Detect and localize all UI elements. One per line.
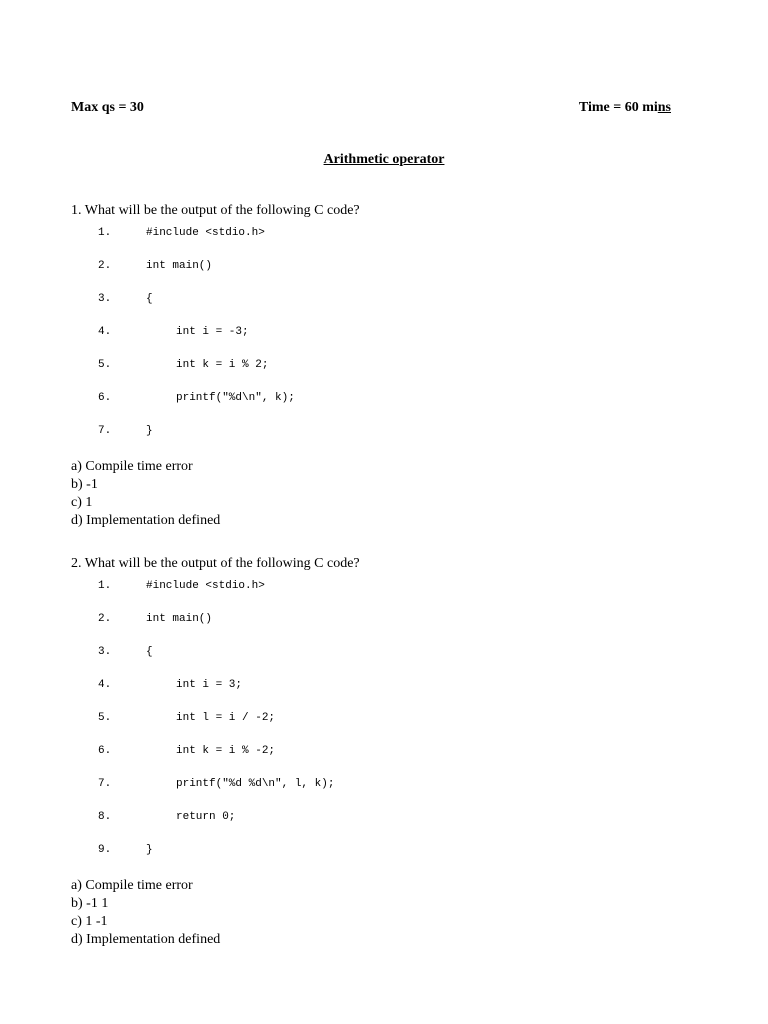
line-number: 9. xyxy=(98,844,112,856)
line-number: 7. xyxy=(98,425,112,437)
code-line xyxy=(98,358,295,391)
code-line xyxy=(98,259,295,292)
time-limit-unit-suffix: ns xyxy=(657,100,671,115)
code-text: int l = i / -2; xyxy=(176,712,276,724)
code-line xyxy=(98,843,334,876)
question-2-code-listing xyxy=(98,579,334,876)
code-text: } xyxy=(146,425,153,437)
question-1-code-listing xyxy=(98,226,295,457)
code-line xyxy=(98,391,295,424)
line-number: 8. xyxy=(98,811,112,823)
line-number: 3. xyxy=(98,293,112,305)
code-line xyxy=(98,678,334,711)
answer-option: b) -1 xyxy=(71,477,98,492)
time-limit-label xyxy=(579,99,671,117)
code-line xyxy=(98,579,334,612)
answer-option: a) Compile time error xyxy=(71,878,193,893)
code-line xyxy=(98,810,334,843)
code-text: printf("%d %d\n", l, k); xyxy=(176,778,335,790)
page-title xyxy=(0,151,768,169)
answer-option: c) 1 -1 xyxy=(71,914,108,929)
code-line xyxy=(98,325,295,358)
code-line xyxy=(98,612,334,645)
code-line xyxy=(98,711,334,744)
code-text: int main() xyxy=(146,260,213,272)
code-text: } xyxy=(146,844,153,856)
line-number: 6. xyxy=(98,392,112,404)
line-number: 5. xyxy=(98,712,112,724)
code-line xyxy=(98,744,334,777)
line-number: 2. xyxy=(98,260,112,272)
code-text: #include <stdio.h> xyxy=(146,580,265,592)
line-number: 5. xyxy=(98,359,112,371)
code-line xyxy=(98,424,295,457)
question-2-options xyxy=(71,877,220,949)
code-text: printf("%d\n", k); xyxy=(176,392,295,404)
time-limit-text: Time = 60 mi xyxy=(578,100,658,115)
answer-option: d) Implementation defined xyxy=(71,932,221,947)
code-line xyxy=(98,292,295,325)
line-number: 1. xyxy=(98,580,112,592)
code-text: { xyxy=(146,646,153,658)
code-text: int i = -3; xyxy=(176,326,249,338)
code-text: { xyxy=(146,293,153,305)
line-number: 3. xyxy=(98,646,112,658)
answer-option: c) 1 xyxy=(71,495,93,510)
line-number: 1. xyxy=(98,227,112,239)
line-number: 7. xyxy=(98,778,112,790)
answer-option: a) Compile time error xyxy=(71,459,193,474)
answer-option: d) Implementation defined xyxy=(71,513,221,528)
max-questions-label: Max qs = 30 xyxy=(71,100,144,115)
question-1-options xyxy=(71,458,220,530)
question-2-text: 2. What will be the output of the following C code? xyxy=(71,556,360,571)
line-number: 6. xyxy=(98,745,112,757)
code-line xyxy=(98,777,334,810)
line-number: 4. xyxy=(98,326,112,338)
code-text: int k = i % -2; xyxy=(176,745,276,757)
code-line xyxy=(98,645,334,678)
code-text: #include <stdio.h> xyxy=(146,227,265,239)
answer-option: b) -1 1 xyxy=(71,896,109,911)
question-1-text: 1. What will be the output of the following C code? xyxy=(71,203,360,218)
line-number: 2. xyxy=(98,613,112,625)
code-text: return 0; xyxy=(176,811,236,823)
code-text: int i = 3; xyxy=(176,679,243,691)
code-line xyxy=(98,226,295,259)
code-text: int k = i % 2; xyxy=(176,359,269,371)
line-number: 4. xyxy=(98,679,112,691)
code-text: int main() xyxy=(146,613,213,625)
page-title-text: Arithmetic operator xyxy=(323,152,445,167)
